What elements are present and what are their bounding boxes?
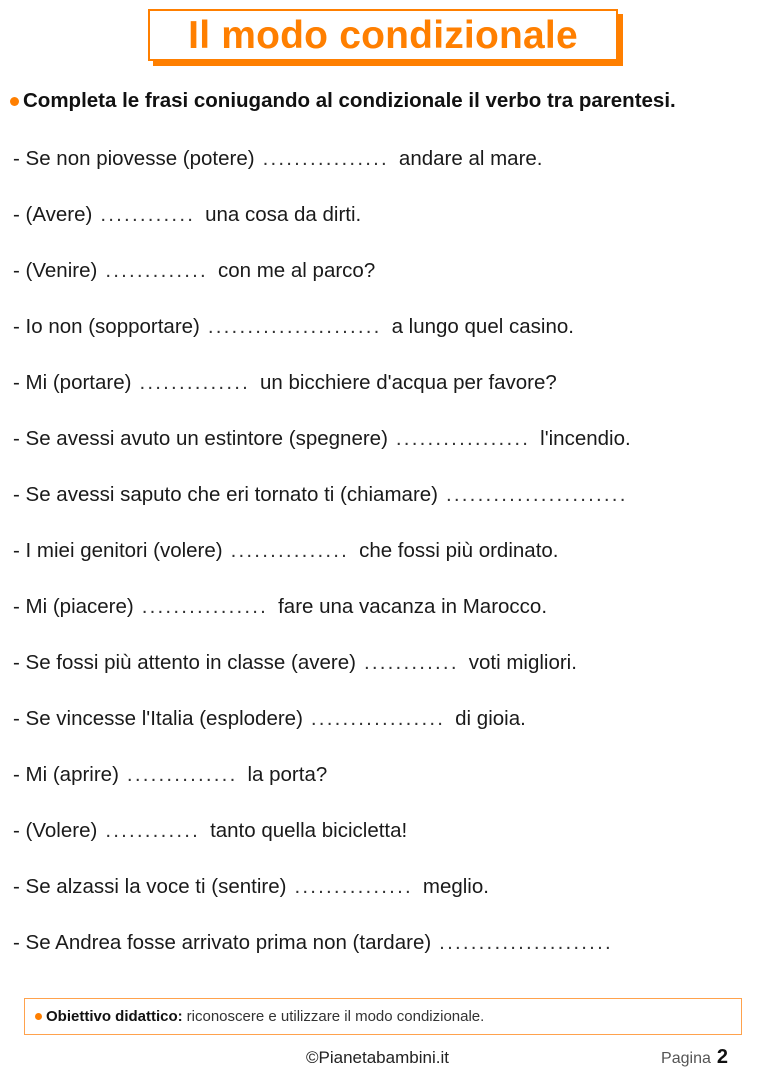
exercise-continuation: che fossi più ordinato.: [359, 539, 559, 562]
exercise-item: [13, 312, 763, 368]
answer-blank[interactable]: ..............: [139, 371, 251, 394]
answer-blank[interactable]: ...............: [230, 539, 350, 562]
exercise-prompt: - Se Andrea fosse arrivato prima non (tardare): [13, 931, 432, 954]
exercise-list: [13, 144, 763, 984]
bullet-dot-icon: [35, 1013, 42, 1020]
exercise-continuation: un bicchiere d'acqua per favore?: [260, 371, 557, 394]
exercise-prompt: - Se alzassi la voce ti (sentire): [13, 875, 287, 898]
instruction-text: Completa le frasi coniugando al condizionale il verbo tra parentesi.: [23, 89, 676, 112]
exercise-continuation: l'incendio.: [540, 427, 631, 450]
answer-blank[interactable]: ............: [105, 819, 201, 842]
exercise-prompt: - Se avessi saputo che eri tornato ti (chiamare): [13, 483, 438, 506]
title-box: [148, 9, 618, 61]
answer-blank[interactable]: ..............: [126, 763, 238, 786]
bullet-dot-icon: [10, 97, 19, 106]
title-banner: [148, 9, 618, 61]
answer-blank[interactable]: .......................: [446, 483, 628, 506]
answer-blank[interactable]: ................: [262, 147, 389, 170]
exercise-continuation: con me al parco?: [217, 259, 376, 282]
answer-blank[interactable]: ............: [100, 203, 196, 226]
answer-blank[interactable]: .............: [105, 259, 208, 282]
exercise-continuation: una cosa da dirti.: [205, 203, 362, 226]
exercise-item: [13, 144, 763, 200]
exercise-prompt: - (Venire): [13, 259, 98, 282]
instruction: [10, 89, 676, 113]
copyright-notice: ©Pianetabambini.it: [306, 1048, 449, 1067]
objective-text: riconoscere e utilizzare il modo condizionale.: [186, 1008, 485, 1025]
objective-label: Obiettivo didattico:: [46, 1008, 183, 1025]
exercise-prompt: - Io non (sopportare): [13, 315, 200, 338]
exercise-item: [13, 200, 763, 256]
exercise-item: [13, 368, 763, 424]
page-number-value: 2: [716, 1046, 728, 1068]
exercise-item: [13, 704, 763, 760]
exercise-item: [13, 536, 763, 592]
exercise-continuation: di gioia.: [455, 707, 526, 730]
exercise-prompt: - (Volere): [13, 819, 98, 842]
exercise-continuation: andare al mare.: [398, 147, 543, 170]
exercise-continuation: fare una vacanza in Marocco.: [278, 595, 548, 618]
exercise-item: [13, 592, 763, 648]
exercise-prompt: - I miei genitori (volere): [13, 539, 223, 562]
exercise-continuation: la porta?: [247, 763, 328, 786]
exercise-prompt: - Se vincesse l'Italia (esplodere): [13, 707, 303, 730]
exercise-prompt: - Mi (portare): [13, 371, 132, 394]
answer-blank[interactable]: .................: [395, 427, 531, 450]
exercise-item: [13, 648, 763, 704]
exercise-prompt: - Se non piovesse (potere): [13, 147, 255, 170]
exercise-continuation: voti migliori.: [468, 651, 577, 674]
objective-box: [24, 998, 742, 1035]
answer-blank[interactable]: ......................: [439, 931, 613, 954]
exercise-item: [13, 760, 763, 816]
exercise-item: [13, 928, 763, 984]
page-number: [661, 1046, 728, 1069]
answer-blank[interactable]: ................: [141, 595, 269, 618]
exercise-continuation: a lungo quel casino.: [391, 315, 574, 338]
page-title: Il modo condizionale: [188, 13, 578, 57]
answer-blank[interactable]: ......................: [207, 315, 382, 338]
answer-blank[interactable]: .................: [310, 707, 446, 730]
exercise-item: [13, 872, 763, 928]
exercise-prompt: - Se avessi avuto un estintore (spegnere): [13, 427, 388, 450]
exercise-prompt: - Mi (piacere): [13, 595, 134, 618]
page-label: Pagina: [661, 1050, 711, 1067]
exercise-item: [13, 480, 763, 536]
exercise-item: [13, 816, 763, 872]
answer-blank[interactable]: ...............: [294, 875, 413, 898]
exercise-item: [13, 424, 763, 480]
exercise-continuation: tanto quella bicicletta!: [210, 819, 408, 842]
answer-blank[interactable]: ............: [363, 651, 459, 674]
exercise-prompt: - Mi (aprire): [13, 763, 119, 786]
exercise-continuation: meglio.: [422, 875, 489, 898]
exercise-prompt: - Se fossi più attento in classe (avere): [13, 651, 356, 674]
exercise-item: [13, 256, 763, 312]
exercise-prompt: - (Avere): [13, 203, 93, 226]
